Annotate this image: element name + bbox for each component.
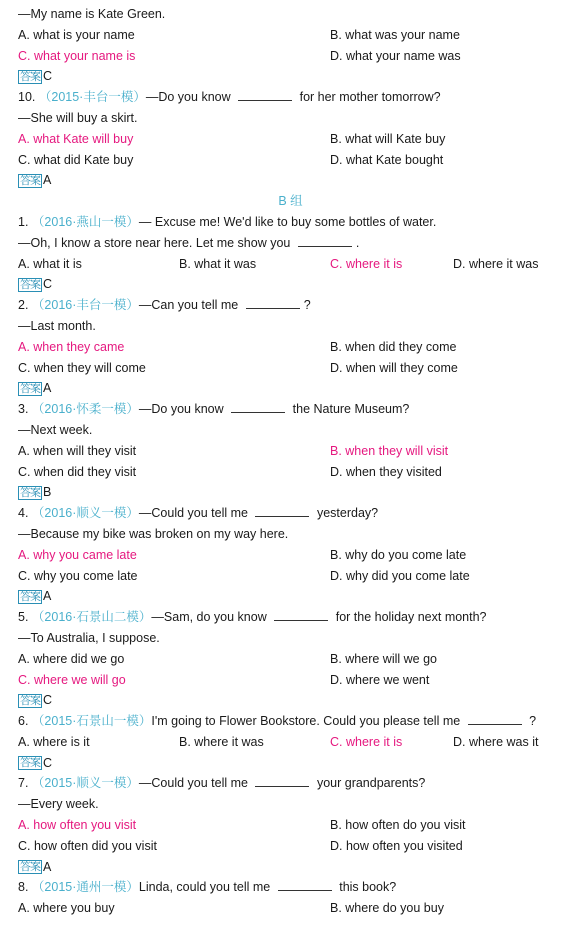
answer-blank (468, 712, 522, 725)
option-d: D. where was it (453, 734, 539, 749)
option-c: C. what did Kate buy (18, 152, 134, 167)
answer-blank (298, 234, 352, 247)
question-line: —Last month. (18, 318, 96, 333)
question-number: 1. (18, 214, 29, 229)
question-stem (18, 87, 563, 108)
question-source: （2016·顺义一模） (31, 506, 139, 521)
question-stem (18, 607, 563, 628)
answer-value: C (43, 693, 53, 708)
question-number: 6. (18, 714, 29, 729)
question-number: 10. (18, 90, 36, 105)
answer-value: C (43, 755, 53, 770)
answer-line (18, 66, 563, 87)
options-row (18, 150, 563, 171)
question-number: 8. (18, 880, 29, 895)
option-b: B. how often do you visit (330, 818, 466, 833)
options-row (18, 337, 563, 358)
option-a: A. what it is (18, 256, 82, 271)
option-a: A. what Kate will buy (18, 131, 134, 146)
answer-tag-icon: 答案 (20, 175, 40, 188)
stem-text: —Do you know (138, 402, 224, 417)
option-b: B. what it was (179, 256, 257, 271)
stem-text: —Oh, I know a store near here. Let me show you (18, 235, 291, 250)
option-c: C. where it is (330, 256, 403, 271)
question-number: 7. (18, 776, 29, 791)
option-b: B. where will we go (330, 651, 437, 666)
option-b: B. when they will visit (330, 443, 449, 458)
option-c: C. why you come late (18, 568, 138, 583)
option-d: D. when will they come (330, 360, 458, 375)
stem-text: ? (529, 714, 537, 729)
answer-blank (246, 296, 300, 309)
question-stem (18, 399, 563, 420)
stem-text: —Could you tell me (138, 776, 248, 791)
option-a: A. where did we go (18, 651, 125, 666)
answer-line (18, 378, 563, 399)
answer-blank (238, 88, 292, 101)
answer-tag-icon: 答案 (20, 757, 40, 770)
question-stem (18, 877, 563, 898)
question-line: —To Australia, I suppose. (18, 630, 160, 645)
stem-text: I'm going to Flower Bookstore. Could you please tell me (151, 714, 461, 729)
option-d: D. why did you come late (330, 568, 470, 583)
option-c: C. what your name is (18, 48, 136, 63)
option-a: A. how often you visit (18, 818, 137, 833)
stem-text: for her mother tomorrow? (299, 90, 441, 105)
options-row (18, 25, 563, 46)
option-d: D. when they visited (330, 464, 442, 479)
answer-tag-icon: 答案 (20, 383, 40, 396)
options-row (18, 545, 563, 566)
option-a: A. when will they visit (18, 443, 137, 458)
option-d: D. where it was (453, 256, 539, 271)
answer-value: A (43, 381, 52, 396)
answer-value: A (43, 859, 52, 874)
question-stem (18, 295, 563, 316)
question-source: （2016·石景山二模） (31, 610, 152, 625)
option-a: A. what is your name (18, 27, 135, 42)
answer-line (18, 753, 563, 774)
options-row (18, 670, 563, 691)
question-stem (18, 503, 563, 524)
question-number: 5. (18, 610, 29, 625)
answer-tag-icon: 答案 (20, 695, 40, 707)
answer-tag-icon: 答案 (20, 591, 40, 604)
option-a: A. when they came (18, 339, 125, 354)
option-d: D. where we went (330, 672, 430, 687)
answer-blank (231, 400, 285, 413)
answer-tag-icon: 答案 (20, 487, 40, 500)
stem-text: this book? (339, 880, 397, 895)
option-c: C. where it is (330, 734, 403, 749)
question-source: （2016·怀柔一模） (31, 402, 139, 417)
option-a: A. where you buy (18, 901, 115, 916)
question-line (18, 233, 563, 254)
worksheet (18, 4, 563, 919)
option-b: B. where do you buy (330, 901, 444, 916)
options-row (18, 46, 563, 67)
options-row (18, 358, 563, 379)
question-line: —My name is Kate Green. (18, 7, 166, 21)
answer-blank (255, 504, 309, 517)
answer-blank (278, 878, 332, 891)
stem-text: yesterday? (316, 506, 379, 521)
stem-text: Linda, could you tell me (138, 880, 271, 895)
answer-line (18, 482, 563, 503)
stem-text: your grandparents? (316, 776, 426, 791)
question-stem (18, 773, 563, 794)
option-d: D. what your name was (330, 48, 461, 63)
options-row (18, 441, 563, 462)
stem-text: —Do you know (145, 90, 231, 105)
question-number: 4. (18, 506, 29, 521)
question-number: 3. (18, 402, 29, 417)
stem-text: the Nature Museum? (292, 402, 410, 417)
answer-blank (274, 608, 328, 621)
question-source: （2015·顺义一模） (31, 776, 139, 791)
question-source: （2015·石景山一模） (31, 714, 152, 729)
option-d: D. what Kate bought (330, 152, 444, 167)
option-b: B. when did they come (330, 339, 457, 354)
answer-tag-icon: 答案 (20, 279, 40, 292)
question-line: —Because my bike was broken on my way here. (18, 526, 289, 541)
question-source: （2016·燕山一模） (31, 214, 139, 229)
option-a: A. why you came late (18, 547, 137, 562)
option-b: B. where it was (179, 734, 264, 749)
stem-text: —Sam, do you know (151, 610, 267, 625)
answer-tag-icon: 答案 (20, 861, 40, 874)
question-line: —Every week. (18, 797, 99, 812)
answer-line (18, 274, 563, 295)
question-line: —Next week. (18, 422, 93, 437)
options-row (18, 815, 563, 836)
answer-value: C (43, 277, 53, 292)
answer-tag-icon: 答案 (20, 71, 40, 84)
answer-value: A (43, 589, 52, 604)
question-source: （2015·通州一模） (31, 880, 139, 895)
group-heading: B 组 (278, 194, 303, 209)
question-source: （2016·丰台一模） (31, 298, 139, 313)
answer-line (18, 690, 563, 711)
option-c: C. when did they visit (18, 464, 137, 479)
stem-text: —Can you tell me (138, 298, 239, 313)
question-stem (18, 711, 563, 732)
option-c: C. where we will go (18, 672, 126, 687)
option-a: A. where is it (18, 734, 90, 749)
answer-line (18, 586, 563, 607)
option-b: B. why do you come late (330, 547, 467, 562)
option-d: D. how often you visited (330, 838, 463, 853)
options-row (18, 566, 563, 587)
answer-line (18, 857, 563, 878)
options-row (18, 732, 563, 753)
options-row (18, 836, 563, 857)
stem-text: —Could you tell me (138, 506, 248, 521)
question-source: （2015·丰台一模） (38, 90, 146, 105)
answer-value: C (43, 69, 53, 84)
options-row (18, 129, 563, 150)
answer-blank (255, 774, 309, 787)
stem-text: . (355, 235, 360, 250)
option-c: C. when they will come (18, 360, 146, 375)
stem-text: — Excuse me! We'd like to buy some bottles of water. (138, 214, 437, 229)
answer-value: B (43, 485, 52, 500)
option-b: B. what will Kate buy (330, 131, 446, 146)
options-row (18, 462, 563, 483)
stem-text: for the holiday next month? (335, 610, 487, 625)
question-stem (18, 212, 563, 233)
option-b: B. what was your name (330, 27, 460, 42)
options-row (18, 254, 563, 275)
stem-text: ? (303, 298, 311, 313)
option-c: C. how often did you visit (18, 838, 157, 853)
answer-line (18, 170, 563, 191)
answer-value: A (43, 173, 52, 188)
options-row (18, 649, 563, 670)
question-line: —She will buy a skirt. (18, 110, 138, 125)
question-number: 2. (18, 298, 29, 313)
options-row (18, 898, 563, 919)
